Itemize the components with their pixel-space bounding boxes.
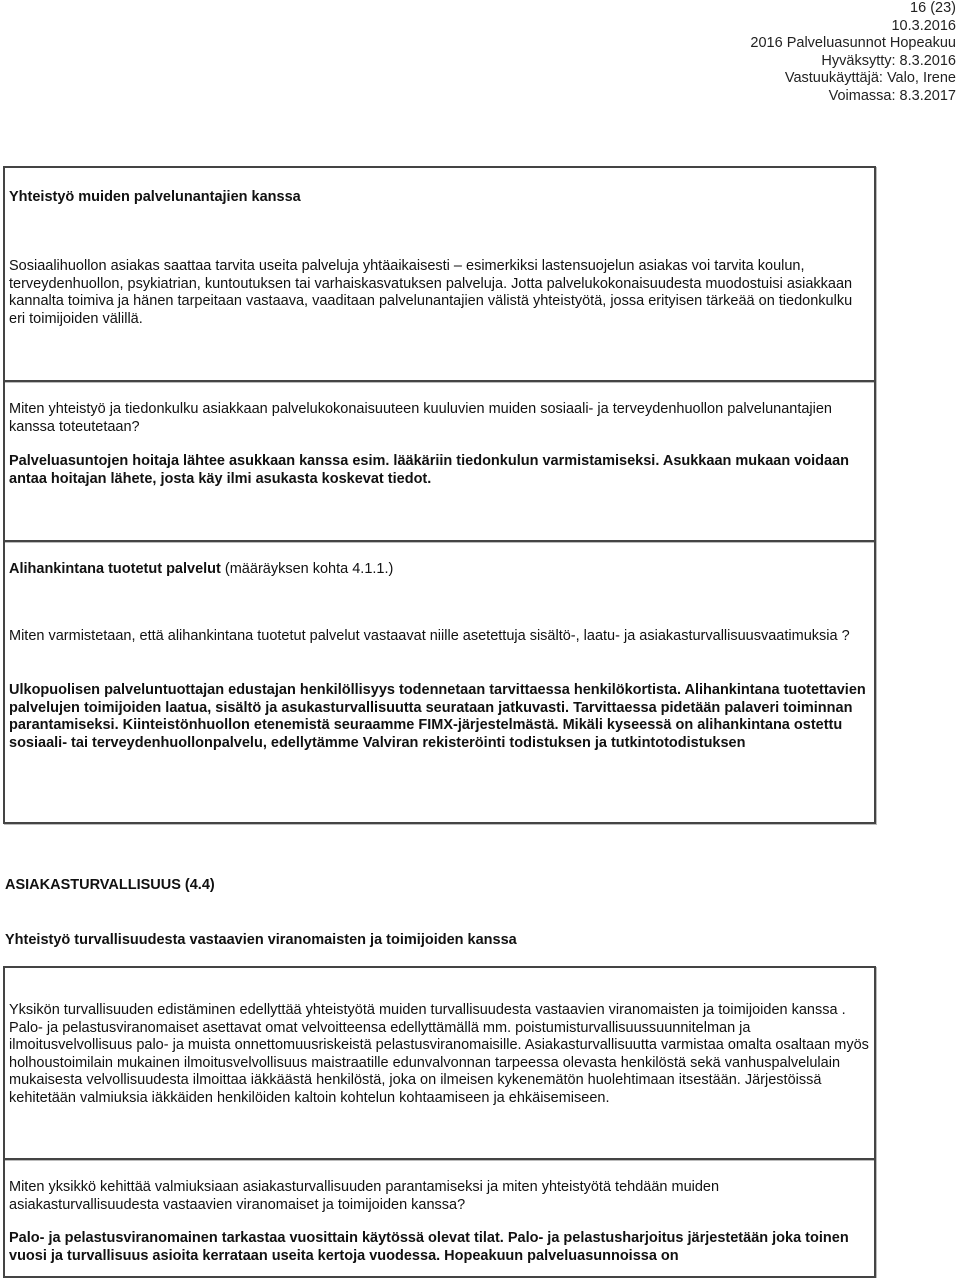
approved-date: Hyväksytty: 8.3.2016 bbox=[821, 52, 956, 69]
safety-development-answer: Palo- ja pelastusviranomainen tarkastaa vuosittain käytössä olevat tilat. Palo- ja pelastusharjoitus järjestetään joka toinen vuosi ja turvallisuus asioita kerrataan useita kertoja vuodessa. Hopeakuun palveluasunnoissa on bbox=[9, 1230, 849, 1264]
safety-development-box bbox=[3, 1158, 876, 1278]
safety-title: ASIAKASTURVALLISUUS (4.4) bbox=[5, 877, 215, 893]
subcontracting-heading bbox=[9, 561, 393, 579]
subcontracting-answer: Ulkopuolisen palveluntuottajan edustajan henkilöllisyys todennetaan tarvittaessa henkilökortista. Alihankintana tuotettavien palvelujen toimijoiden laatua, sisältö ja asukasturvallisuutta seurataan jatkuvasti. Tarvittaessa pidetään palaveri toiminnan parantamiseksi. Kiinteistönhuollon etenemistä seuraamme FIMX-järjestelmästä. Mikäli kyseessä on alihankintana ostettu sosiaali- tai terveydenhuollonpalvelu, edellytämme Valviran rekisteröinti todistuksen ja tutkintotodistuksen bbox=[9, 682, 866, 751]
document-header bbox=[750, 0, 956, 106]
subcontracting-question: Miten varmistetaan, että alihankintana tuotetut palvelut vastaavat niille asetettuja sisältö-, laatu- ja asiakasturvallisuusvaatimuksia ? bbox=[9, 628, 850, 644]
information-flow-question: Miten yhteistyö ja tiedonkulku asiakkaan palvelukokonaisuuteen kuuluvien muiden sosiaali- ja terveydenhuollon palvelunantajien kanssa toteutetaan? bbox=[9, 401, 832, 435]
subcontracting-heading-bold: Alihankintana tuotetut palvelut bbox=[9, 561, 221, 577]
responsible-user: Vastuukäyttäjä: Valo, Irene bbox=[784, 70, 956, 87]
document-date: 10.3.2016 bbox=[891, 17, 956, 34]
information-flow-box bbox=[3, 380, 876, 542]
page-number: 16 (23) bbox=[910, 0, 956, 16]
valid-until: Voimassa: 8.3.2017 bbox=[828, 87, 956, 104]
safety-development-question: Miten yksikkö kehittää valmiuksiaan asiakasturvallisuuden parantamiseksi ja miten yhteistyötä tehdään muiden asiakasturvallisuudesta vastaavien viranomaiset ja toimijoiden kanssa? bbox=[9, 1179, 720, 1213]
safety-cooperation-box bbox=[3, 966, 876, 1160]
safety-subtitle: Yhteistyö turvallisuudesta vastaavien viranomaisten ja toimijoiden kanssa bbox=[5, 932, 517, 948]
document-title: 2016 Palveluasunnot Hopeakuu bbox=[750, 35, 956, 52]
cooperation-body: Sosiaalihuollon asiakas saattaa tarvita useita palveluja yhtäaikaisesti – esimerkiksi lastensuojelun asiakas voi tarvita koulun, terveydenhuollon, psykiatrian, kuntoutuksen tai varhaiskasvatuksen palveluja. Jotta palvelukokonaisuudesta muodostuisi asiakkaan kannalta toimiva ja hänen tarpeitaan vastaava, vaaditaan palvelunantajien välistä yhteistyötä, jossa erityisen tärkeää on tiedonkulku eri toimijoiden välillä. bbox=[9, 258, 853, 327]
information-flow-answer: Palveluasuntojen hoitaja lähtee asukkaan kanssa esim. lääkäriin tiedonkulun varmistamiseksi. Asukkaan mukaan voidaan antaa hoitajan lähete, josta käy ilmi asukasta koskevat tiedot. bbox=[9, 453, 850, 487]
subcontracting-heading-ref: (määräyksen kohta 4.1.1.) bbox=[220, 561, 394, 577]
cooperation-heading: Yhteistyö muiden palvelunantajien kanssa bbox=[9, 189, 301, 205]
cooperation-box bbox=[3, 166, 876, 382]
subcontracting-box bbox=[3, 540, 876, 824]
safety-cooperation-body: Yksikön turvallisuuden edistäminen edellyttää yhteistyötä muiden turvallisuudesta vastaavien viranomaisten ja toimijoiden kanssa . Palo- ja pelastusviranomaiset asettavat omat velvoitteensa edellyttämällä mm. poistumisturvallisuussuunnitelman ja ilmoitusvelvollisuus palo- ja muista onnettomuusriskeistä pelastusviranomaisille. Asiakasturvallisuutta varmistaa omalta osaltaan myös holhoustoimilain mukainen ilmoitusvelvollisuus maistraatille edunvalvonnan tarpeessa olevasta henkilöstä sekä vanhuspalvelulain mukaisesta velvollisuudesta ilmoittaa iäkkäästä henkilöstä, joka on ilmeisen kykenemätön huolehtimaan itsestään. Järjestöissä kehitetään valmiuksia iäkkäiden henkilöiden kaltoin kohtelun kohtaamiseen ja ehkäisemiseen. bbox=[9, 1002, 869, 1106]
